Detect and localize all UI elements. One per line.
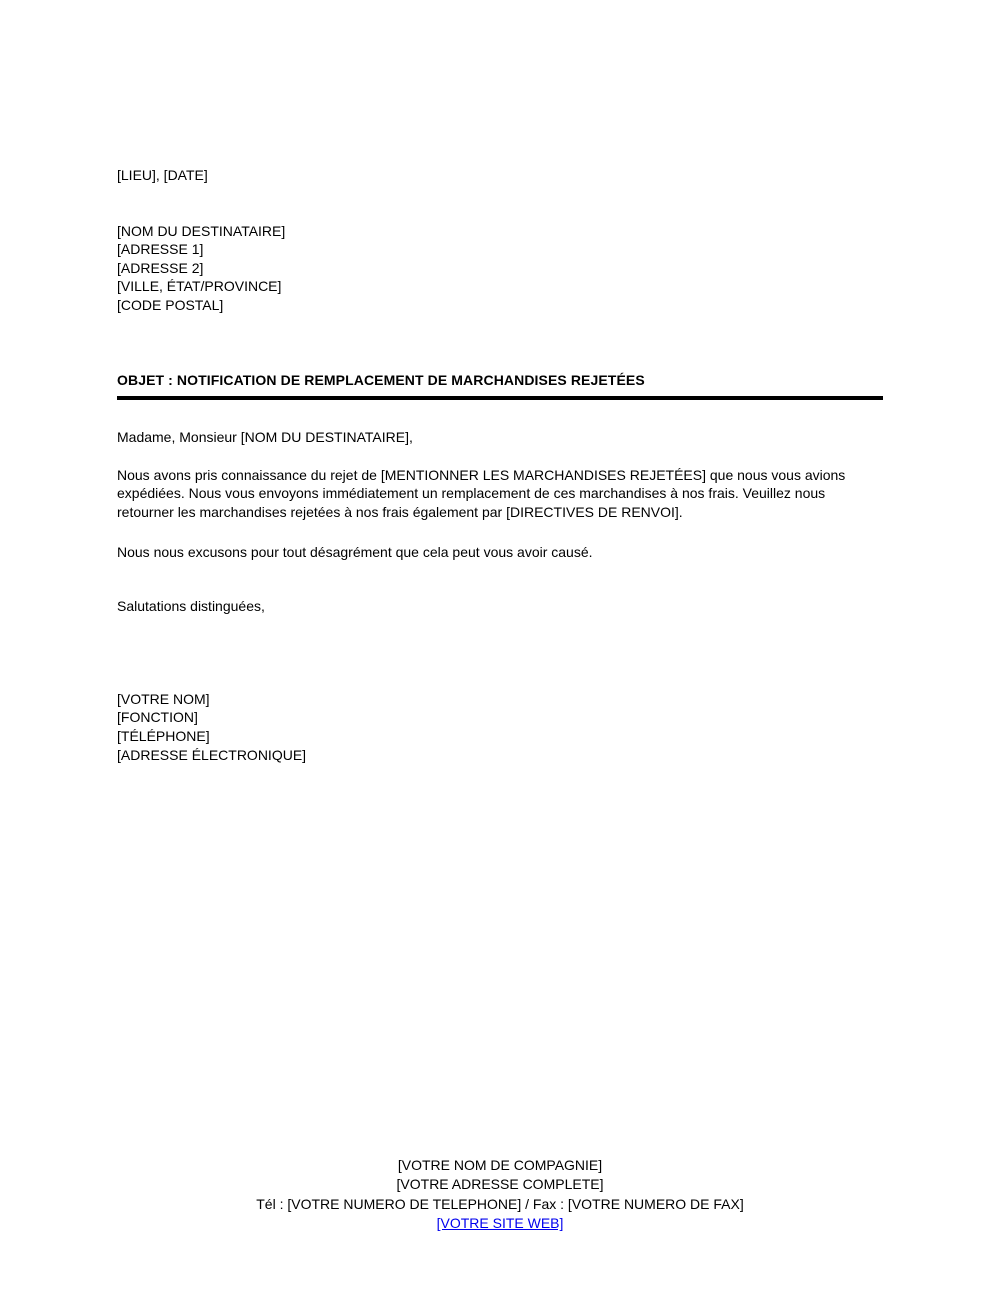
footer-tel-fax: Tél : [VOTRE NUMERO DE TELEPHONE] / Fax : [VOTRE NUMERO DE FAX] xyxy=(256,1195,744,1212)
body-paragraph-1: Nous avons pris connaissance du rejet de [MENTIONNER LES MARCHANDISES REJETÉES] que nous vous avions expédiées. Nous vous envoyons immédiatement un remplacement de ces marchandises à nos frais. Veuillez nous retourner les marchandises rejetées à nos frais également par [DIRECTIVES DE RENVOI]. xyxy=(117,466,846,520)
closing-salutation: Salutations distinguées, xyxy=(117,598,265,615)
subject-divider-rule xyxy=(117,396,883,400)
recipient-address-2: [ADRESSE 2] xyxy=(117,259,204,276)
dateline: [LIEU], [DATE] xyxy=(117,167,208,183)
subject-line: OBJET : NOTIFICATION DE REMPLACEMENT DE MARCHANDISES REJETÉES xyxy=(117,371,645,388)
signature-email: [ADRESSE ÉLECTRONIQUE] xyxy=(117,746,307,763)
recipient-name: [NOM DU DESTINATAIRE] xyxy=(117,222,286,239)
company-footer xyxy=(0,1156,1000,1234)
recipient-postal-code: [CODE POSTAL] xyxy=(117,296,224,313)
body-paragraph-2: Nous nous excusons pour tout désagrément que cela peut vous avoir causé. xyxy=(117,543,593,560)
recipient-address-block xyxy=(117,222,883,315)
signature-block xyxy=(117,690,883,764)
footer-company-address: [VOTRE ADRESSE COMPLETE] xyxy=(396,1176,604,1193)
signature-phone: [TÉLÉPHONE] xyxy=(117,727,210,744)
signature-name: [VOTRE NOM] xyxy=(117,690,210,707)
recipient-address-1: [ADRESSE 1] xyxy=(117,241,204,258)
letter-body xyxy=(117,0,883,764)
recipient-city-state: [VILLE, ÉTAT/PROVINCE] xyxy=(117,278,282,295)
signature-title: [FONCTION] xyxy=(117,709,198,726)
salutation: Madame, Monsieur [NOM DU DESTINATAIRE], xyxy=(117,429,413,446)
footer-company-name: [VOTRE NOM DE COMPAGNIE] xyxy=(397,1157,603,1173)
footer-website-link[interactable]: [VOTRE SITE WEB] xyxy=(436,1215,564,1232)
